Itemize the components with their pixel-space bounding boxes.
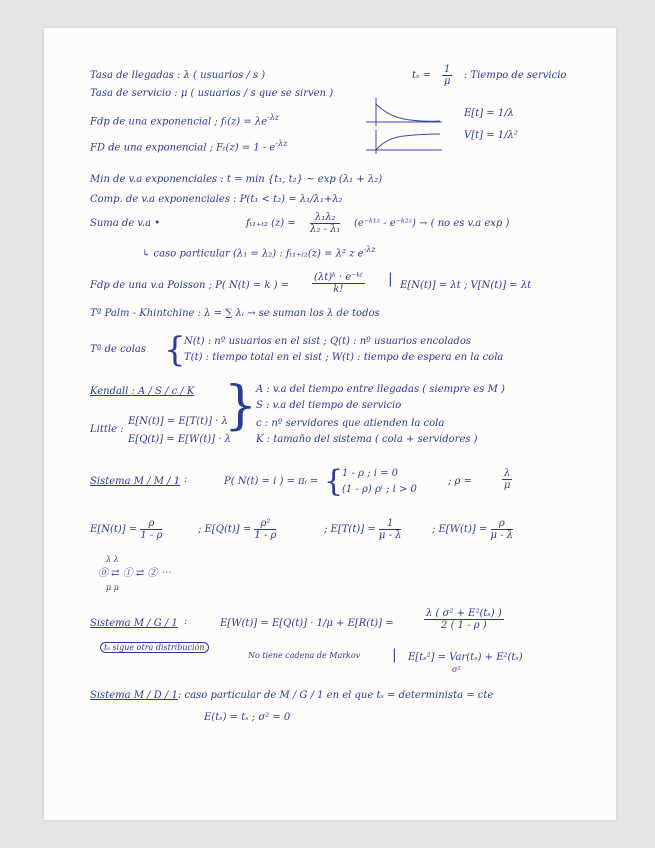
mm1-case-1: 1 - ρ ; i = 0: [342, 468, 399, 479]
chain-mu: μ μ: [106, 583, 119, 592]
sum-va-f: fₜ₁₊ₜ₂ (z) =: [246, 218, 296, 229]
poisson-fraction: $\frac{\text{(λt)ᵏ · e⁻ᵏᵗ}}{k!}$: [314, 272, 363, 295]
mm1-brace: {: [324, 464, 344, 499]
mg1-title: Sistema M / G / 1: [90, 618, 178, 629]
queue-line-1: N(t) : nº usuarios en el sist ; Q(t) : nº usuarios encolados: [184, 336, 471, 347]
notes-page: [44, 28, 616, 820]
sum-va-label: Suma de v.a •: [90, 218, 161, 229]
chain-lambda: λ λ: [106, 555, 119, 564]
exp-pdf-line: Fdp de una exponencial ; $f_t(z) = \lambda e^{-\lambda z}$: [90, 113, 280, 128]
min-va-line: Min de v.a exponenciales : t = min {t₁, t₂} ~ exp (λ₁ + λ₂): [90, 174, 383, 185]
poisson-separator: |: [388, 271, 393, 287]
mm1-title: Sistema M / M / 1: [90, 476, 181, 487]
mg1-et2: E[tₛ²] = Var(tₛ) + E²(tₛ): [408, 652, 523, 663]
markov-chain: ⓪ ⇄ ① ⇄ ② ⋯: [98, 568, 171, 579]
mg1-note: tₛ sigue otra distribución: [100, 644, 209, 653]
sum-va-fraction: $\frac{\text{λ₁λ₂}}{\text{λ₂ - λ₁}}$: [310, 212, 341, 235]
exp-cdf-line: FD de una exponencial ; $F_t(z) = 1 - e^{-\lambda z}$: [90, 139, 288, 154]
mm1-et: ; E[T(t)] = $\frac{1}{\mu - \lambda}$: [324, 518, 402, 541]
mm1-colon: :: [184, 474, 188, 485]
mg1-colon: :: [184, 616, 188, 627]
queue-line-2: T(t) : tiempo total en el sist ; W(t) : tiempo de espera en la cola: [184, 352, 504, 363]
mm1-eq: ; E[Q(t)] = $\frac{\text{ρ²}}{1 - \rho}$: [198, 518, 277, 541]
particular-case-line: ↳ caso particular (λ₁ = λ₂) : fₜ₁₊ₜ₂(z) = λ² z $e^{-\lambda z}$: [142, 245, 376, 260]
kendall-brace: }: [224, 376, 258, 436]
arrival-rate-line: Tasa de llegadas : λ ( usuarios / s ): [90, 70, 266, 81]
service-rate-line: Tasa de servicio : μ ( usuarios / s que se sirven ): [90, 88, 334, 99]
palm-line: Tª Palm - Khintchine : λ = ∑ λᵢ → se suman los λ de todos: [90, 308, 380, 319]
little-eq-2: E[Q(t)] = E[W(t)] · λ: [128, 434, 231, 445]
poisson-line: Fdp de una v.a Poisson ; P( N(t) = k ) =: [90, 280, 290, 291]
exp-pdf-graph: [364, 96, 444, 128]
kendall-a: A : v.a del tiempo entre llegadas ( siempre es M ): [256, 384, 505, 395]
mg1-eq: E[W(t)] = E[Q(t)] · 1/μ + E[R(t)] =: [220, 618, 394, 629]
mm1-rho-frac: $\frac{\lambda}{\mu}$: [503, 468, 511, 491]
little-eq-1: E[N(t)] = E[T(t)] · λ: [128, 416, 228, 427]
queue-theorem-label: Tª de colas: [90, 344, 147, 355]
mg1-fraction: $\frac{\text{λ ( σ² + E²(tₛ) )}}{2 ( 1 - \rho )}$: [426, 608, 502, 631]
mg1-sigma: σ²: [452, 665, 461, 674]
kendall-s: S : v.a del tiempo de servicio: [256, 400, 402, 411]
queue-brace: {: [164, 330, 186, 370]
ts-fraction: $\frac{1}{\mu}$: [443, 64, 451, 87]
ts-label: : Tiempo de servicio: [464, 70, 567, 81]
exp-mean: E[t] = 1/λ: [464, 108, 514, 119]
md1-desc: : caso particular de M / G / 1 en el que tₛ = determinista = cte: [178, 690, 494, 701]
little-label: Little :: [90, 424, 124, 435]
ts-def: tₛ =: [412, 70, 431, 81]
mm1-rho: ; ρ =: [448, 476, 472, 487]
poisson-stats: E[N(t)] = λt ; V[N(t)] = λt: [400, 280, 532, 291]
comp-va-line: Comp. de v.a exponenciales : P(t₁ < t₂) = λ₁/λ₁+λ₂: [90, 194, 343, 205]
mg1-separator: |: [392, 647, 397, 663]
mm1-ew: ; E[W(t)] = $\frac{\rho}{\mu - \lambda}$: [432, 518, 514, 541]
md1-title: Sistema M / D / 1: [90, 690, 178, 701]
sum-va-rest: (e⁻ᵏ¹ᶻ - e⁻ᵏ²ᶻ) → ( no es v.a exp ): [354, 218, 510, 229]
kendall-k: K : tamaño del sistema ( cola + servidores ): [256, 434, 478, 445]
exp-variance: V[t] = 1/λ²: [464, 130, 518, 141]
md1-values: E(tₛ) = tₛ ; σ² = 0: [204, 712, 291, 723]
mg1-markov: No tiene cadena de Markov: [248, 651, 361, 660]
kendall-label: Kendall : A / S / c / K: [90, 386, 195, 397]
exp-cdf-graph: [364, 128, 444, 156]
mm1-prob: P( N(t) = i ) = πᵢ =: [224, 476, 319, 487]
mm1-en: E[N(t)] = $\frac{\rho}{1 - \rho}$: [90, 518, 163, 541]
mm1-case-2: (1 - ρ) ρⁱ ; i > 0: [342, 484, 417, 495]
kendall-c: c : nº servidores que atienden la cola: [256, 418, 445, 429]
